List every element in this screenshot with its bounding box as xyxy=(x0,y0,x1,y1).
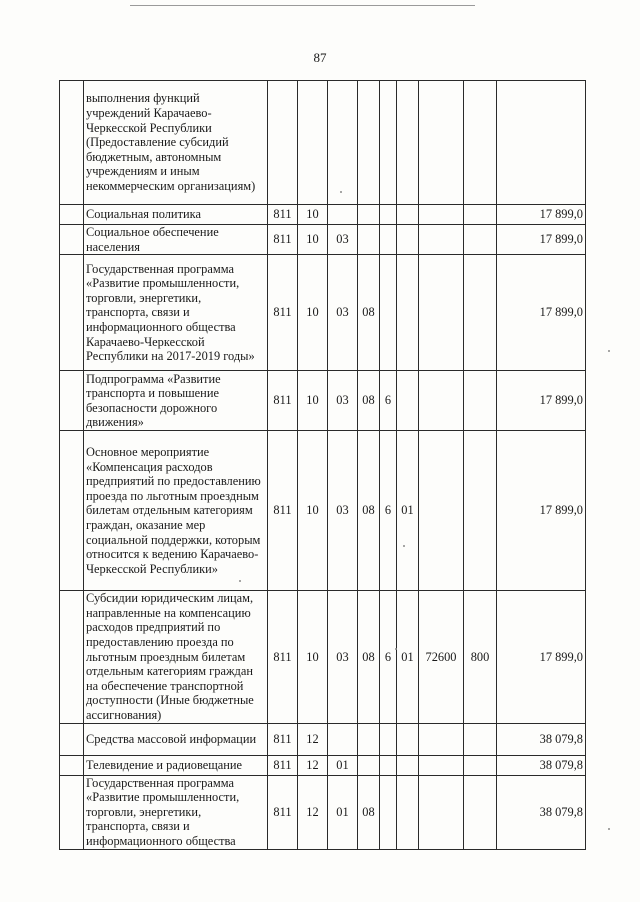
amount-cell: 17 899,0 xyxy=(497,225,586,255)
amount-cell: 17 899,0 xyxy=(497,431,586,591)
code-cell-c6 xyxy=(397,371,419,431)
scan-speck xyxy=(395,648,397,650)
code-cell-c3: 03 xyxy=(328,371,358,431)
code-cell-c2 xyxy=(298,81,328,205)
code-cell-c1: 811 xyxy=(268,205,298,225)
row-index-cell xyxy=(60,723,84,755)
budget-table xyxy=(59,80,586,850)
code-cell-c3: 03 xyxy=(328,225,358,255)
page-number: 87 xyxy=(313,50,327,65)
code-cell-c8 xyxy=(464,755,497,775)
code-cell-c2: 12 xyxy=(298,755,328,775)
code-cell-c6 xyxy=(397,255,419,371)
row-index-cell xyxy=(60,591,84,723)
scan-speck xyxy=(239,580,241,582)
code-cell-c8 xyxy=(464,775,497,849)
code-cell-c5 xyxy=(380,755,397,775)
amount-cell: 38 079,8 xyxy=(497,775,586,849)
code-cell-c2: 12 xyxy=(298,723,328,755)
code-cell-c2: 10 xyxy=(298,205,328,225)
code-cell-c7 xyxy=(419,723,464,755)
code-cell-c4 xyxy=(358,81,380,205)
code-cell-c1: 811 xyxy=(268,371,298,431)
scan-speck xyxy=(608,350,610,352)
table-row xyxy=(60,255,586,371)
table-row xyxy=(60,225,586,255)
code-cell-c4 xyxy=(358,225,380,255)
code-cell-c6: 01 xyxy=(397,591,419,723)
code-cell-c4 xyxy=(358,723,380,755)
code-cell-c1: 811 xyxy=(268,723,298,755)
code-cell-c8 xyxy=(464,431,497,591)
amount-cell: 17 899,0 xyxy=(497,591,586,723)
code-cell-c2: 12 xyxy=(298,775,328,849)
code-cell-c8 xyxy=(464,723,497,755)
row-index-cell xyxy=(60,371,84,431)
row-name-cell: Государственная программа «Развитие промышленности, торговли, энергетики, транспорта, связи и информационного общества xyxy=(84,775,268,849)
code-cell-c5: 6 xyxy=(380,431,397,591)
table-row xyxy=(60,205,586,225)
code-cell-c3: 03 xyxy=(328,431,358,591)
code-cell-c7 xyxy=(419,205,464,225)
row-index-cell xyxy=(60,81,84,205)
code-cell-c1: 811 xyxy=(268,591,298,723)
code-cell-c3 xyxy=(328,723,358,755)
row-index-cell xyxy=(60,775,84,849)
code-cell-c6 xyxy=(397,755,419,775)
code-cell-c4: 08 xyxy=(358,775,380,849)
code-cell-c3: 03 xyxy=(328,591,358,723)
code-cell-c1: 811 xyxy=(268,755,298,775)
table-row xyxy=(60,591,586,723)
code-cell-c6 xyxy=(397,205,419,225)
row-name-cell: Подпрограмма «Развитие транспорта и повышение безопасности дорожного движения» xyxy=(84,371,268,431)
code-cell-c3: 01 xyxy=(328,755,358,775)
amount-cell: 38 079,8 xyxy=(497,755,586,775)
code-cell-c4 xyxy=(358,755,380,775)
table-row xyxy=(60,431,586,591)
code-cell-c5: 6 xyxy=(380,591,397,723)
code-cell-c6: 01 xyxy=(397,431,419,591)
code-cell-c6 xyxy=(397,81,419,205)
code-cell-c8 xyxy=(464,81,497,205)
row-name-cell: Государственная программа «Развитие промышленности, торговли, энергетики, транспорта, связи и информационного общества Карачаево-Черкесской Республики на 2017-2019 годы» xyxy=(84,255,268,371)
code-cell-c3: 01 xyxy=(328,775,358,849)
amount-cell: 17 899,0 xyxy=(497,371,586,431)
row-name-cell: Средства массовой информации xyxy=(84,723,268,755)
scan-speck xyxy=(340,191,342,193)
code-cell-c1: 811 xyxy=(268,255,298,371)
code-cell-c2: 10 xyxy=(298,225,328,255)
code-cell-c8 xyxy=(464,255,497,371)
scan-top-rule xyxy=(130,5,475,6)
code-cell-c5 xyxy=(380,255,397,371)
row-index-cell xyxy=(60,431,84,591)
code-cell-c7 xyxy=(419,371,464,431)
code-cell-c2: 10 xyxy=(298,371,328,431)
code-cell-c4: 08 xyxy=(358,591,380,723)
code-cell-c5: 6 xyxy=(380,371,397,431)
code-cell-c2: 10 xyxy=(298,591,328,723)
table-row xyxy=(60,755,586,775)
row-name-cell: Социальное обеспечение населения xyxy=(84,225,268,255)
code-cell-c1: 811 xyxy=(268,431,298,591)
amount-cell: 17 899,0 xyxy=(497,205,586,225)
code-cell-c5 xyxy=(380,81,397,205)
code-cell-c5 xyxy=(380,225,397,255)
code-cell-c3: 03 xyxy=(328,255,358,371)
table-row xyxy=(60,81,586,205)
table-row xyxy=(60,775,586,849)
code-cell-c4: 08 xyxy=(358,255,380,371)
code-cell-c5 xyxy=(380,723,397,755)
row-index-cell xyxy=(60,225,84,255)
code-cell-c7 xyxy=(419,255,464,371)
scan-speck xyxy=(608,828,610,830)
scan-speck xyxy=(403,545,405,547)
code-cell-c8 xyxy=(464,205,497,225)
code-cell-c1: 811 xyxy=(268,775,298,849)
code-cell-c7 xyxy=(419,755,464,775)
code-cell-c2: 10 xyxy=(298,255,328,371)
amount-cell: 38 079,8 xyxy=(497,723,586,755)
code-cell-c4: 08 xyxy=(358,431,380,591)
row-index-cell xyxy=(60,755,84,775)
table-row xyxy=(60,723,586,755)
amount-cell xyxy=(497,81,586,205)
code-cell-c7 xyxy=(419,431,464,591)
code-cell-c8 xyxy=(464,225,497,255)
code-cell-c2: 10 xyxy=(298,431,328,591)
code-cell-c5 xyxy=(380,775,397,849)
row-index-cell xyxy=(60,255,84,371)
code-cell-c7: 72600 xyxy=(419,591,464,723)
row-name-cell: Основное мероприятие «Компенсация расходов предприятий по предоставлению проезда по льготным проездным билетам отдельным категориям граждан, оказание мер социальной поддержки, которым относится к ведению Карачаево-Черкесской Республики» xyxy=(84,431,268,591)
code-cell-c7 xyxy=(419,225,464,255)
code-cell-c6 xyxy=(397,225,419,255)
code-cell-c4 xyxy=(358,205,380,225)
table-row xyxy=(60,371,586,431)
row-name-cell: Субсидии юридическим лицам, направленные на компенсацию расходов предприятий по предоставлению проезда по льготным проездным билетам отдельным категориям граждан на обеспечение транспортной доступности (Иные бюджетные ассигнования) xyxy=(84,591,268,723)
row-name-cell: Телевидение и радиовещание xyxy=(84,755,268,775)
code-cell-c7 xyxy=(419,81,464,205)
code-cell-c4: 08 xyxy=(358,371,380,431)
code-cell-c5 xyxy=(380,205,397,225)
code-cell-c1 xyxy=(268,81,298,205)
code-cell-c8 xyxy=(464,371,497,431)
row-index-cell xyxy=(60,205,84,225)
row-name-cell: Социальная политика xyxy=(84,205,268,225)
row-name-cell: выполнения функций учреждений Карачаево-Черкесской Республики (Предоставление субсидий бюджетным, автономным учреждениям и иным некоммерческим организациям) xyxy=(84,81,268,205)
code-cell-c3 xyxy=(328,205,358,225)
code-cell-c3 xyxy=(328,81,358,205)
code-cell-c6 xyxy=(397,775,419,849)
code-cell-c8: 800 xyxy=(464,591,497,723)
code-cell-c7 xyxy=(419,775,464,849)
code-cell-c6 xyxy=(397,723,419,755)
code-cell-c1: 811 xyxy=(268,225,298,255)
amount-cell: 17 899,0 xyxy=(497,255,586,371)
